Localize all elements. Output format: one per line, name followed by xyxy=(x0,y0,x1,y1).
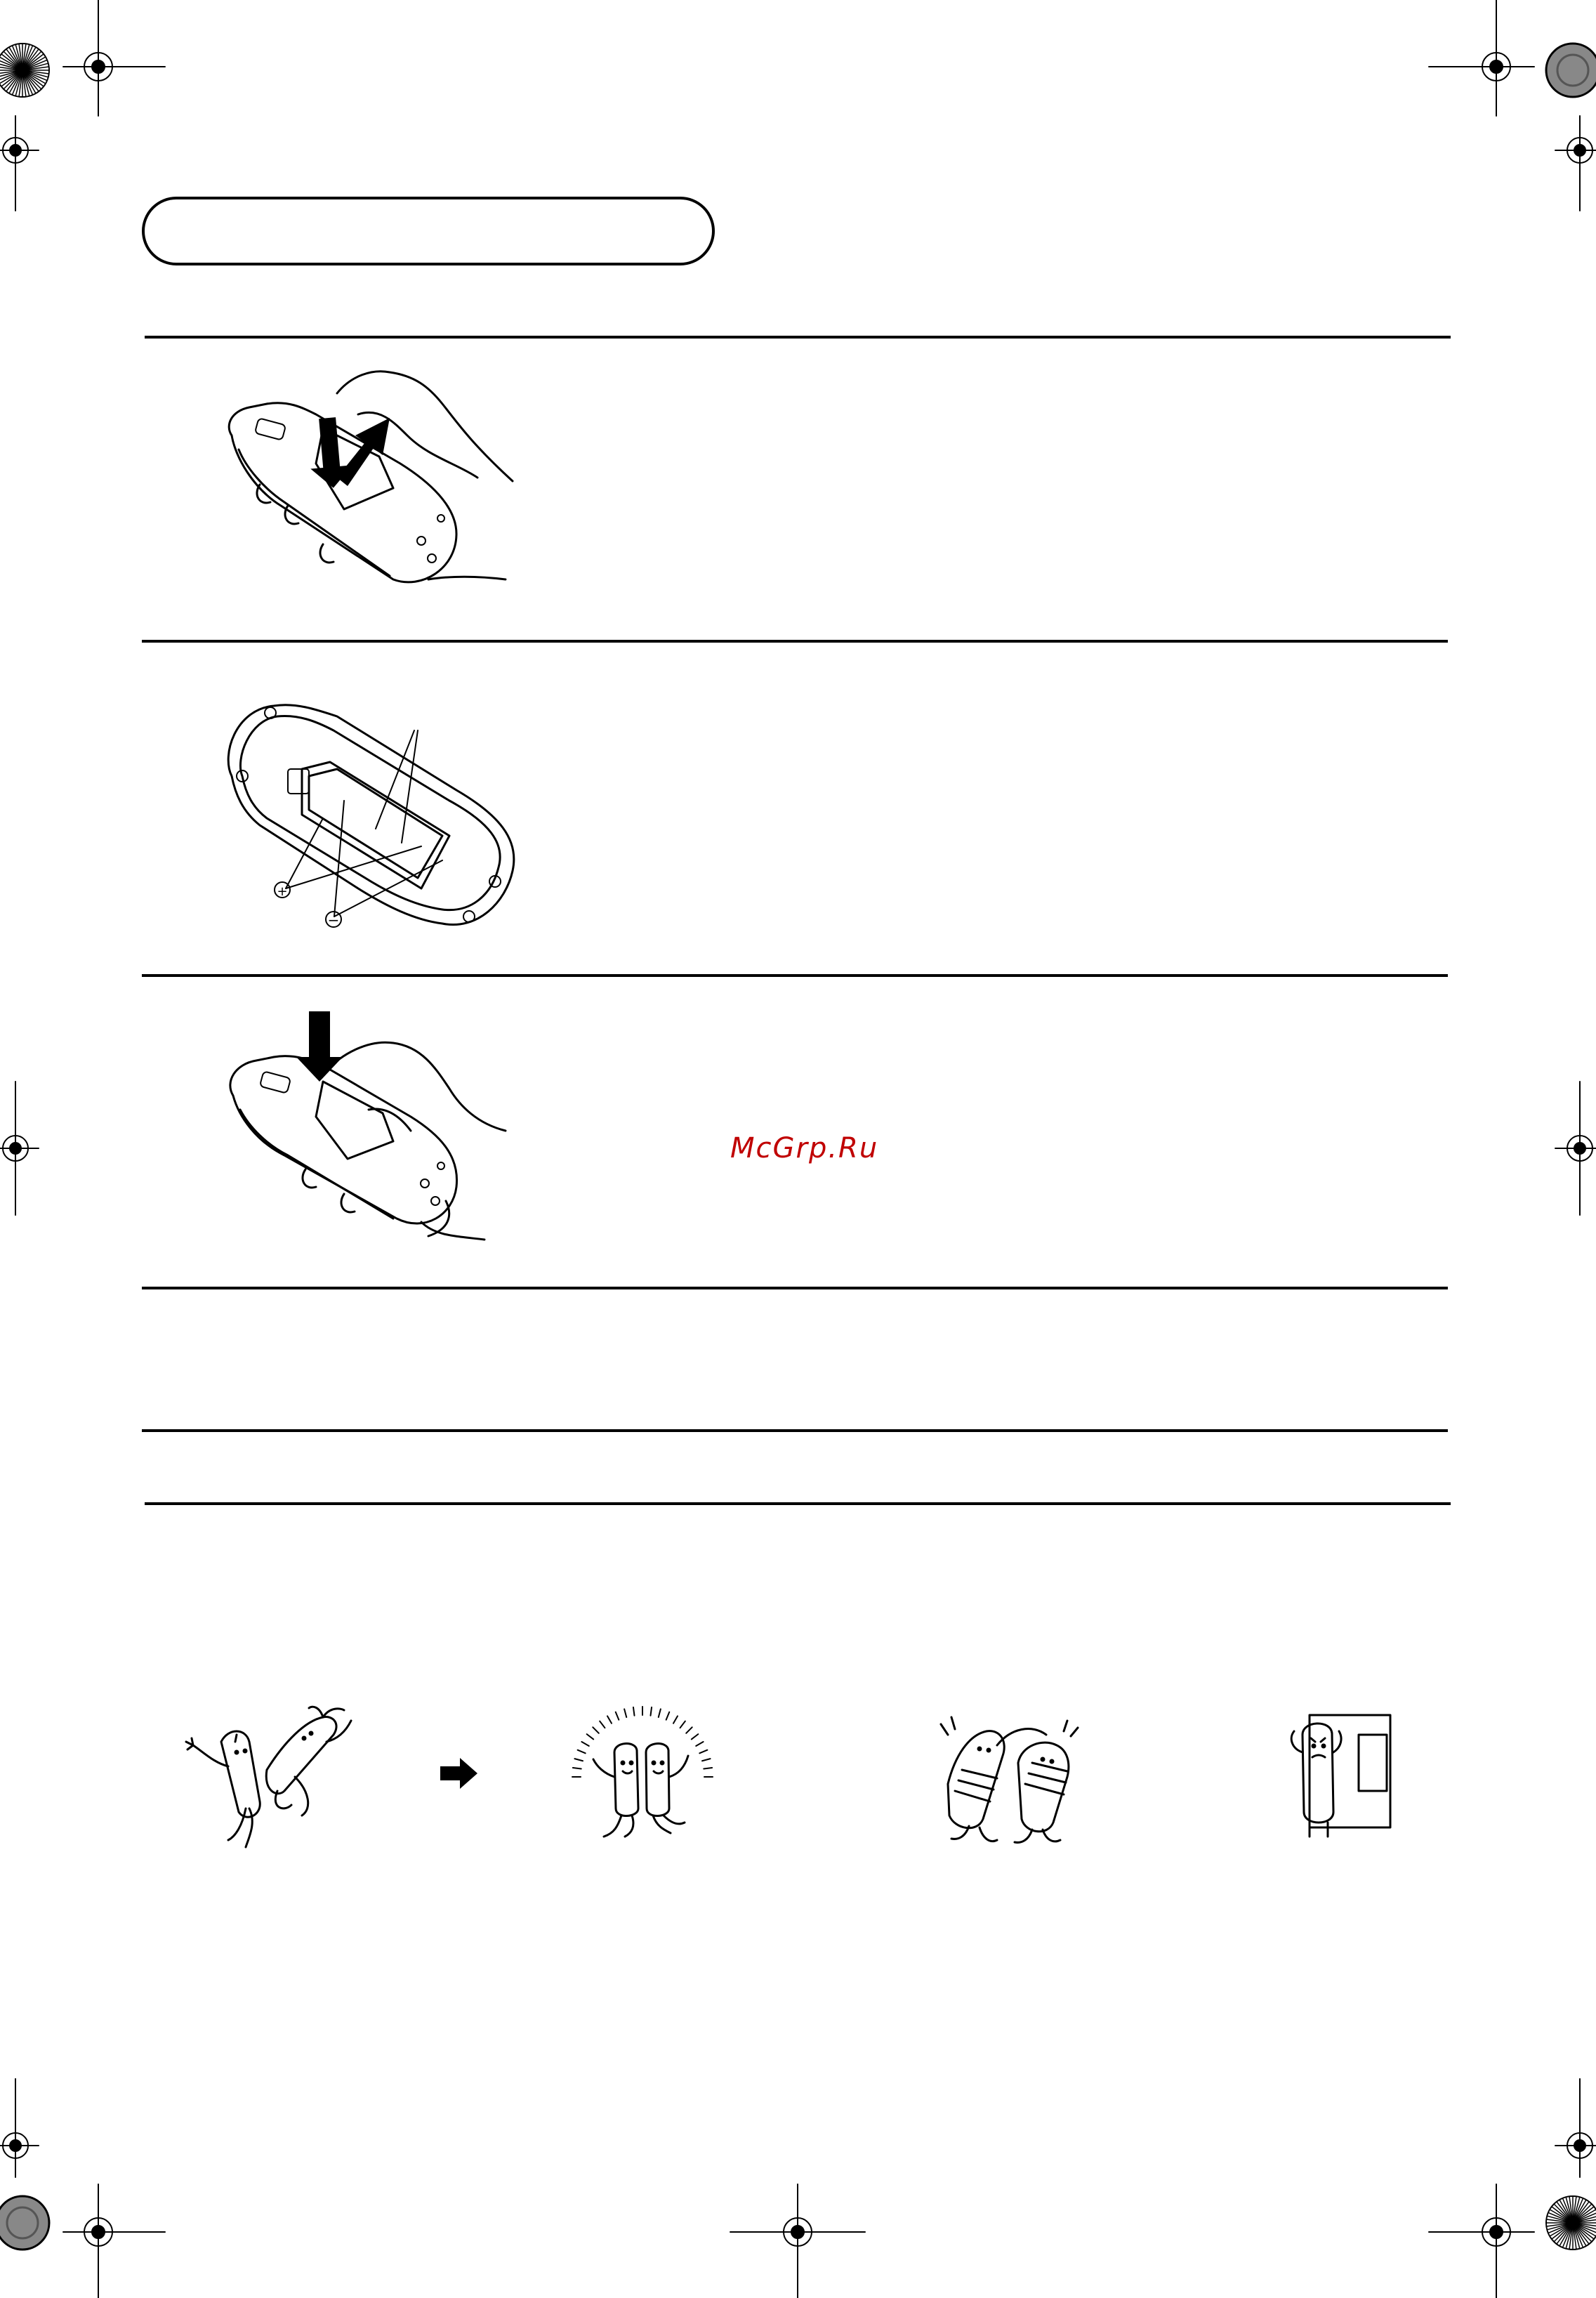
rule-3 xyxy=(142,974,1448,977)
starburst-br xyxy=(1546,2196,1596,2250)
remote-open-cover-icon xyxy=(218,365,527,597)
rule-6 xyxy=(145,1502,1451,1505)
section-title-box xyxy=(142,197,715,265)
battery-fighting-icon xyxy=(927,1700,1095,1854)
polarity-minus-label: − xyxy=(327,912,340,928)
battery-in-fridge-icon xyxy=(1274,1707,1401,1847)
rule-5 xyxy=(142,1429,1448,1432)
battery-mixed-types-icon xyxy=(179,1700,362,1854)
polarity-plus-label: + xyxy=(277,884,288,899)
arrow-right-icon xyxy=(439,1756,481,1791)
rule-1 xyxy=(145,336,1451,339)
rule-2 xyxy=(142,640,1448,643)
remote-close-cover-icon xyxy=(218,1004,527,1243)
starburst-tl xyxy=(0,44,49,97)
watermark-text: McGrp.Ru xyxy=(730,1132,879,1164)
rule-4 xyxy=(142,1287,1448,1289)
battery-pair-happy-icon xyxy=(565,1693,720,1847)
battery-compartment-polarity-icon xyxy=(218,692,527,945)
